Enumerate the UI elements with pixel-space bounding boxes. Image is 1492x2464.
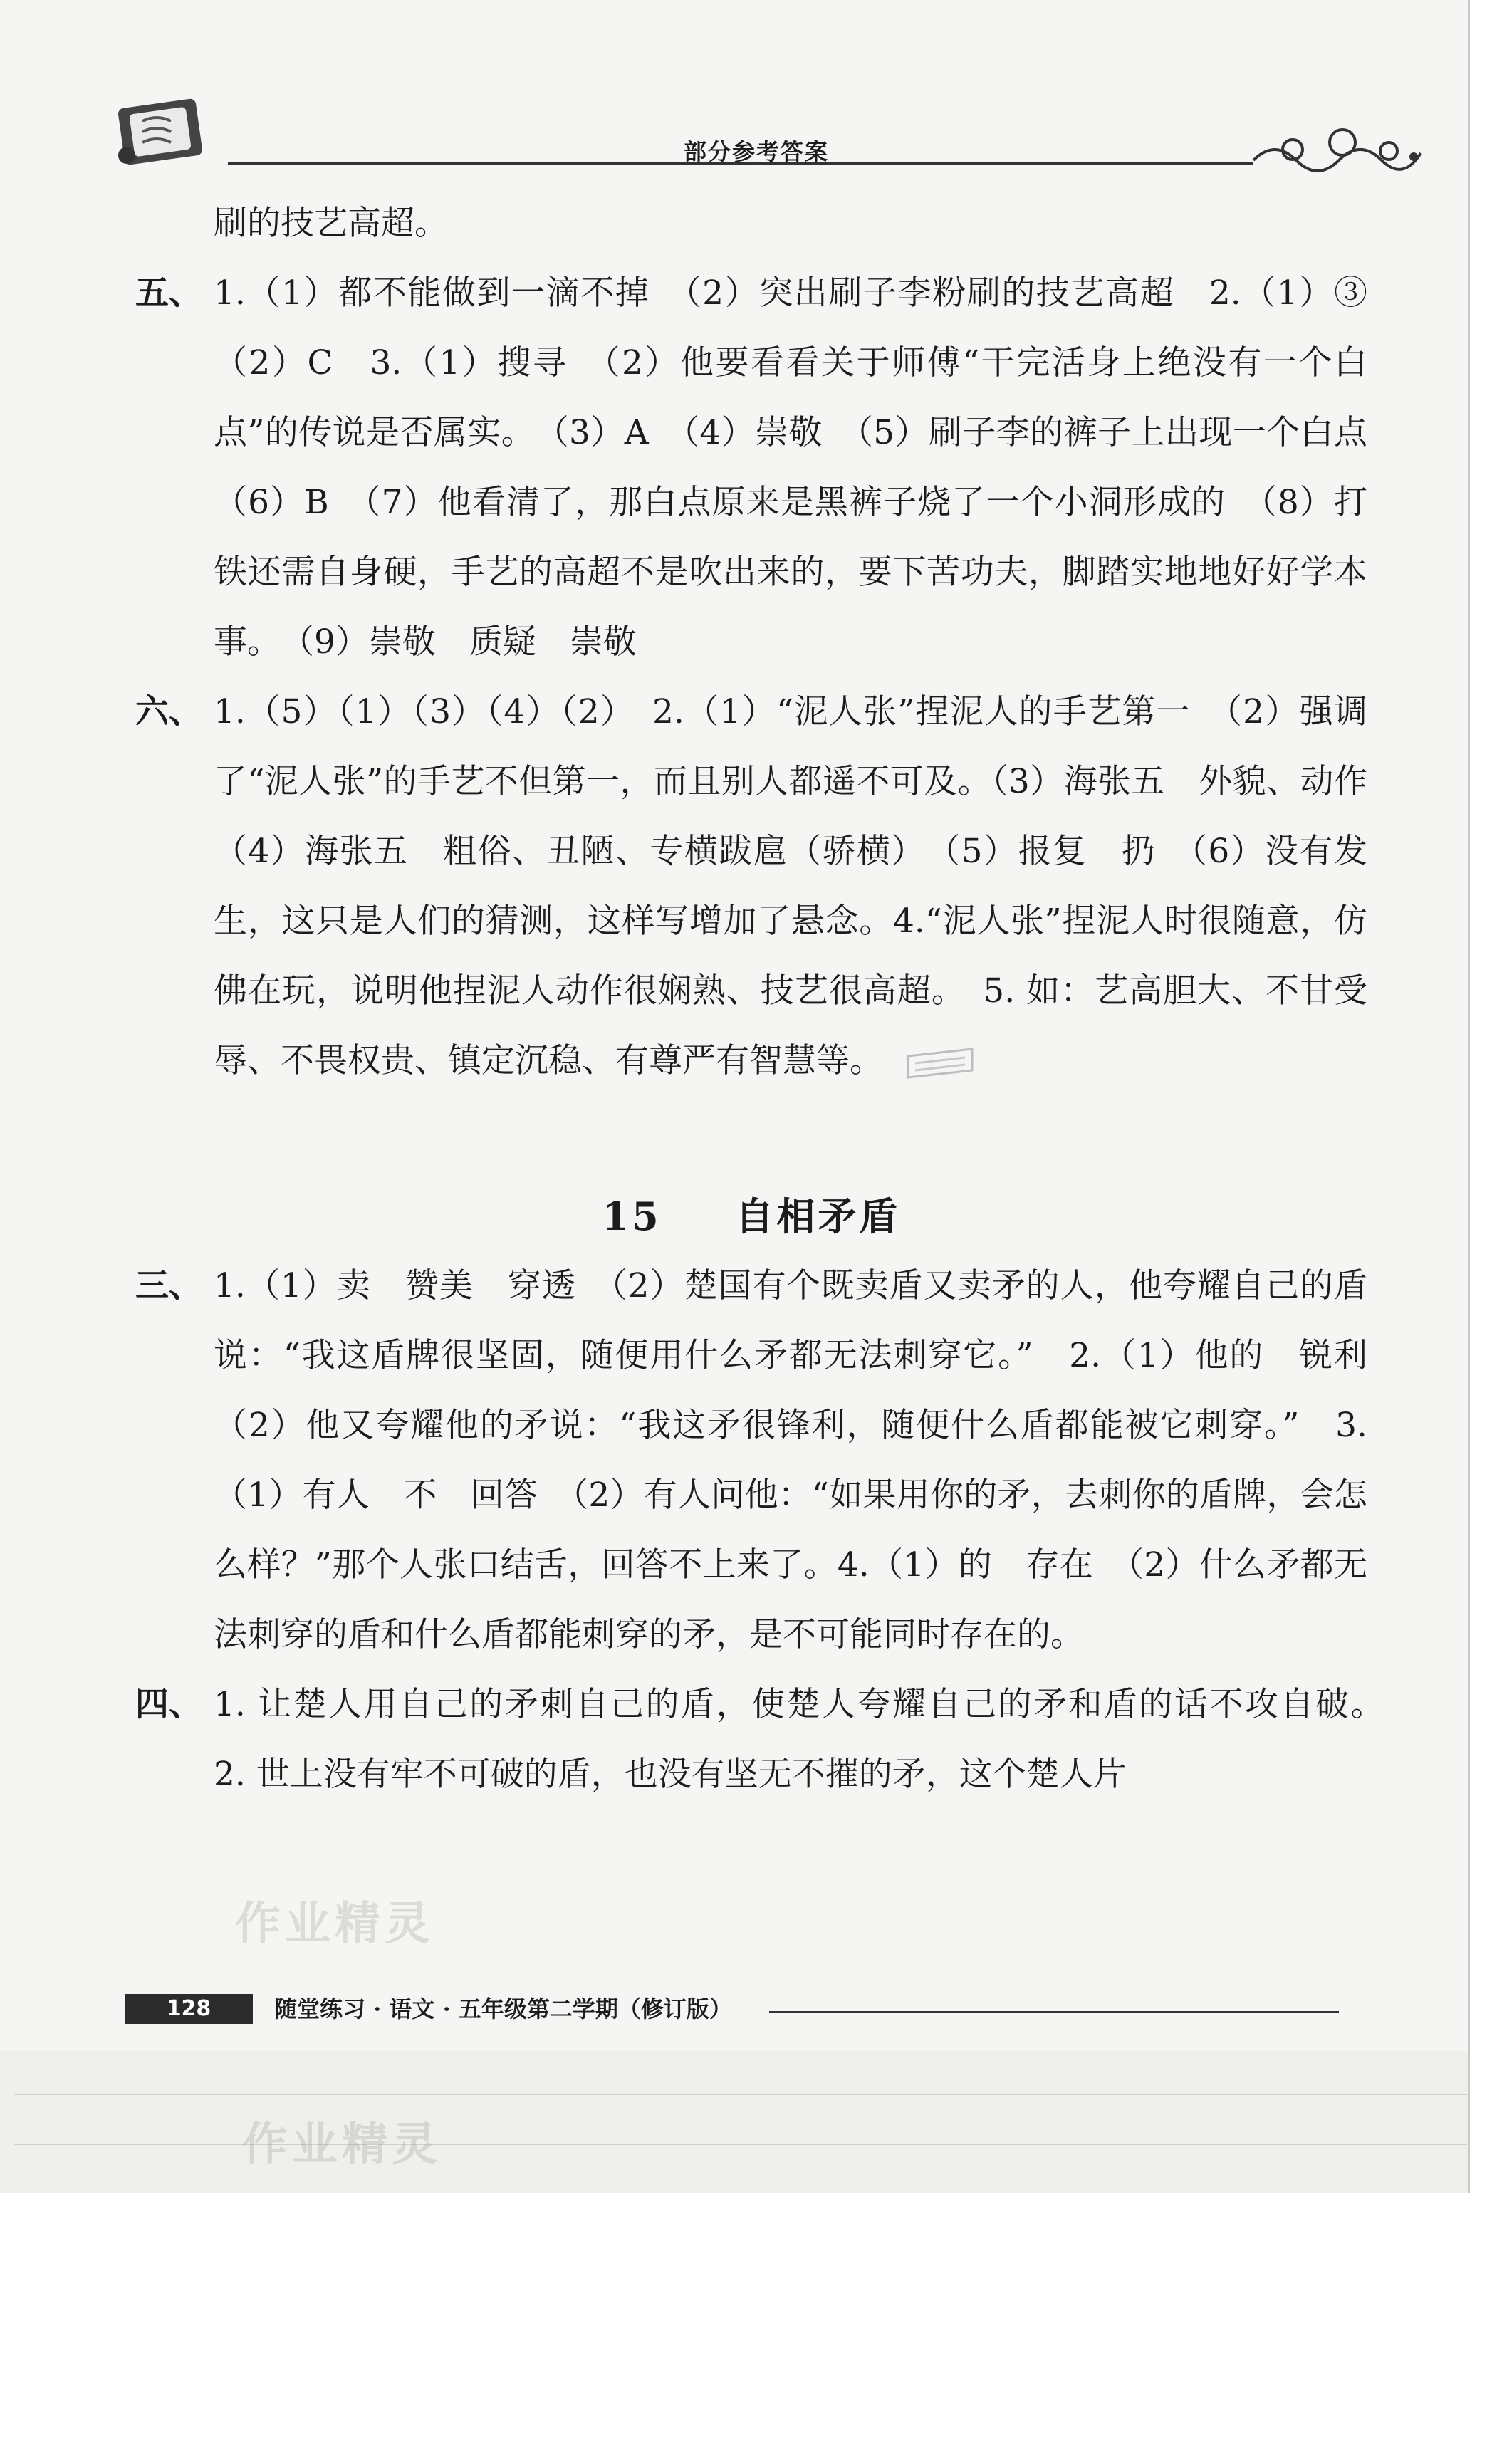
section-marker: 五、: [135, 273, 202, 313]
answer-content: [135, 189, 1401, 1810]
section-text: 1.（1）都不能做到一滴不掉 （2）突出刷子李粉刷的技艺高超 2.（1）③ （2）C 3.（1）搜寻 （2）他要看看关于师傅“干完活身上绝没有一个白点”的传说是否属实。 （3）A （4）崇敬 （5）刷子李的裤子上出现一个白点 （6）B （7）他看清了，那白点原来是黑裤子烧了一个小洞形成的 （8）打铁还需自身硬，手艺的高超不是吹出来的，要下苦功夫，脚踏实地地好好学本事。 （9）崇敬 质疑 崇敬: [214, 273, 1401, 662]
answer-section-4: [135, 1670, 1401, 1810]
book-title: 随堂练习 · 语文 · 五年级第二学期（修订版）: [274, 1995, 732, 2022]
section-text: 1.（5）（1）（3）（4）（2） 2.（1）“泥人张”捏泥人的手艺第一 （2）强调了“泥人张”的手艺不但第一，而且别人都遥不可及。（3）海张五 外貌、动作 （4）海张五 粗俗、丑陋、专横跋扈（骄横） （5）报复 扔 （6）没有发生，这只是人们的猜测，这样写增加了悬念。4.“泥人张”捏泥人时很随意，仿佛在玩，说明他捏泥人动作很娴熟、技艺很高超。 5. 如：艺高胆大、不甘受辱、不畏权贵、镇定沉稳、有尊严有智慧等。: [214, 692, 1401, 1080]
lesson-title: 自相矛盾: [735, 1194, 901, 1239]
answer-section-3: [135, 1251, 1401, 1670]
scan-line: [14, 2094, 1467, 2095]
answer-section-6: [135, 677, 1401, 1096]
stamp-mark-icon: [901, 1038, 986, 1088]
scan-line: [14, 2144, 1467, 2145]
section-marker: 三、: [135, 1266, 202, 1305]
lesson-number: 15: [602, 1194, 662, 1239]
footer-divider: [769, 2011, 1339, 2013]
section-text: 1.（1）卖 赞美 穿透 （2）楚国有个既卖盾又卖矛的人，他夸耀自己的盾说：“我这盾牌很坚固，随便用什么矛都无法刺穿它。” 2.（1）他的 锐利 （2）他又夸耀他的矛说：“我这矛很锋利，随便什么盾都能被它刺穿。” 3.（1）有人 不 回答 （2）有人问他：“如果用你的矛，去刺你的盾牌，会怎么样？”那个人张口结舌，回答不上来了。4.（1）的 存在 （2）什么矛都无法刺穿的盾和什么盾都能刺穿的矛，是不可能同时存在的。: [214, 1266, 1401, 1654]
section-text: 1. 让楚人用自己的矛刺自己的盾，使楚人夸耀自己的矛和盾的话不攻自破。 2. 世上没有牢不可破的盾，也没有坚无不摧的矛，这个楚人片: [214, 1685, 1401, 1794]
answer-section-5: [135, 259, 1401, 677]
continuation-text: 刷的技艺高超。: [214, 204, 448, 243]
scroll-book-icon: [107, 93, 214, 171]
flourish-ornament-icon: [1250, 121, 1428, 178]
watermark: 作业精灵: [235, 1898, 434, 1951]
lesson-heading: [135, 1181, 1367, 1251]
header-divider: [228, 162, 1253, 165]
header-title: 部分参考答案: [684, 138, 830, 165]
section-marker: 六、: [135, 692, 202, 731]
watermark: 作业精灵: [242, 2119, 442, 2171]
page-number: 128: [125, 1994, 253, 2024]
section-marker: 四、: [135, 1685, 202, 1724]
page-lower-area: [0, 2051, 1468, 2193]
